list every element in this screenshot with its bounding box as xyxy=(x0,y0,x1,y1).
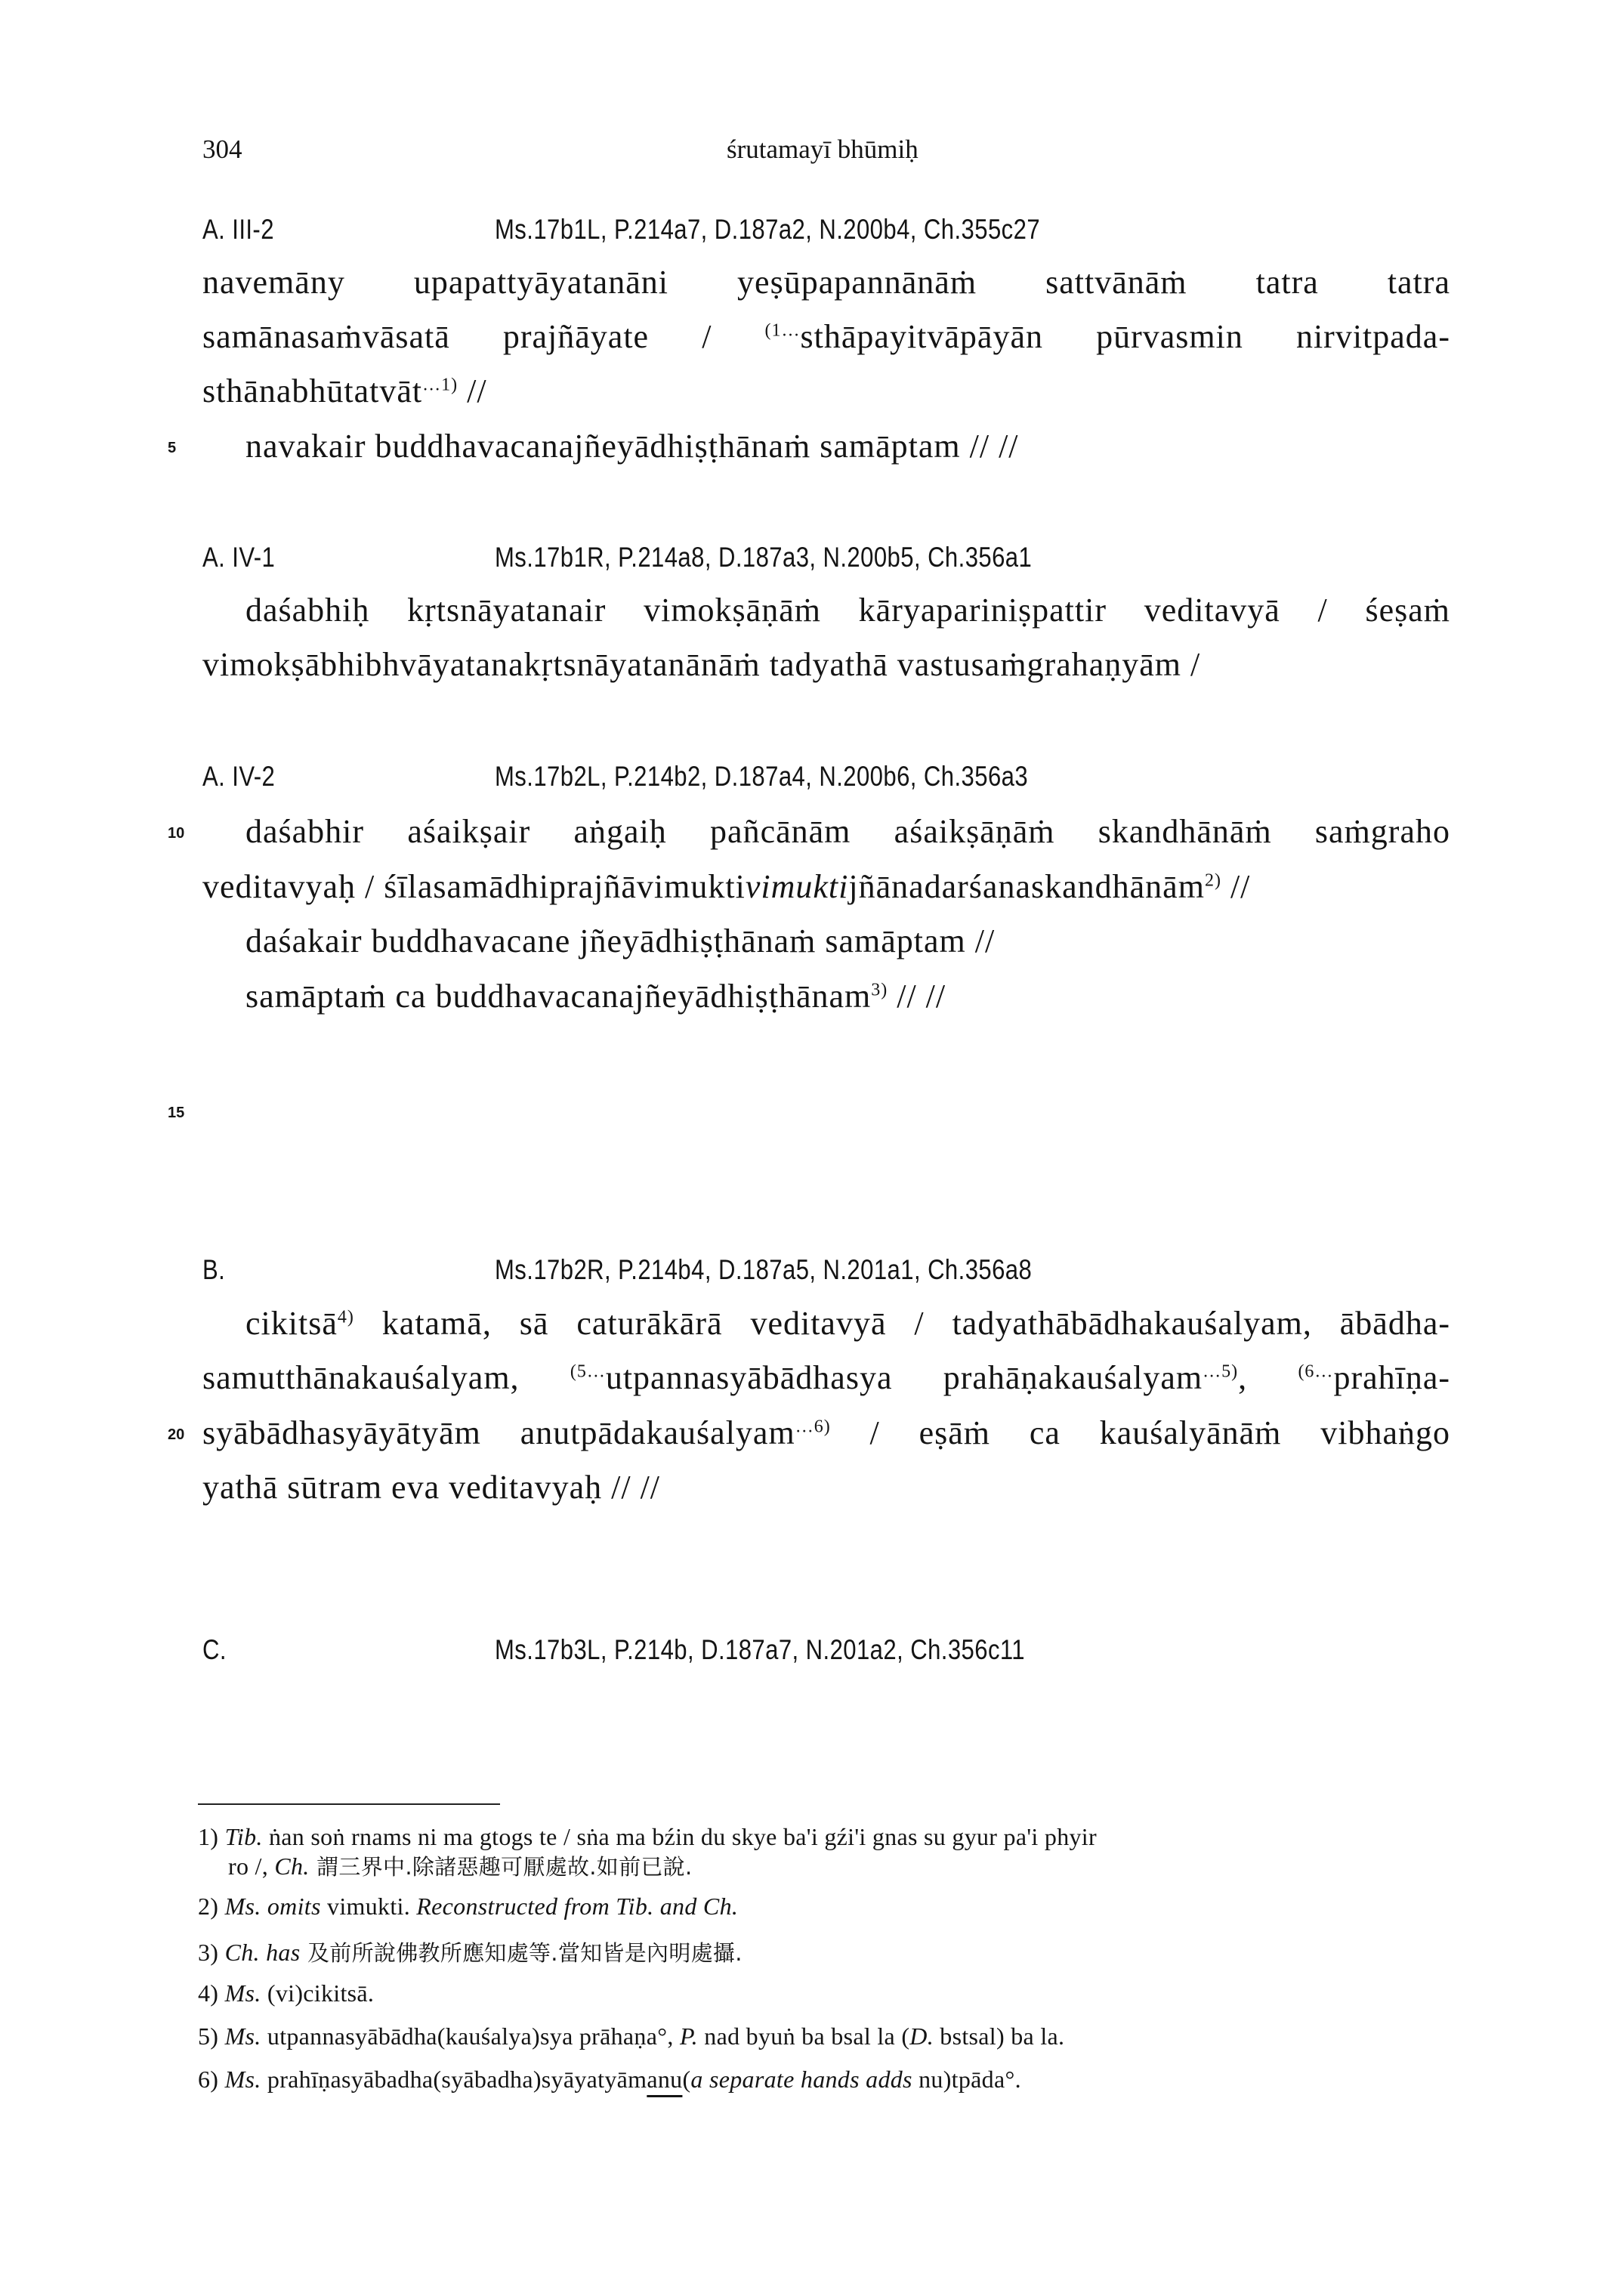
text-line xyxy=(202,1414,1450,1452)
footnote-text: vimukti. xyxy=(320,1893,417,1920)
running-title: śrutamayī bhūmiḥ xyxy=(727,134,919,164)
footnote-text: utpannasyābādha(kauśalya)sya prāhaṇa°, xyxy=(261,2023,680,2050)
section-label: A. IV-2 xyxy=(202,761,276,792)
footnote-marker: (1… xyxy=(764,320,801,341)
section-references: Ms.17b3L, P.214b, D.187a7, N.201a2, Ch.356c11 xyxy=(495,1634,1026,1665)
footnote-number: 5) xyxy=(198,2023,219,2050)
section-references: Ms.17b1L, P.214a7, D.187a2, N.200b4, Ch.355c27 xyxy=(495,214,1041,245)
footnote xyxy=(198,1936,743,1967)
text-span: samāptaṁ ca buddhavacanajñeyādhiṣṭhānam xyxy=(245,978,872,1015)
line-number: 20 xyxy=(168,1426,185,1443)
text-span: katamā, sā caturākārā veditavyā / tadyathābādhakauśalyam, ābādha- xyxy=(354,1305,1450,1342)
footnote-text: ṅan soṅ rnams ni ma gtogs te / sṅa ma bźin du skye ba'i gźi'i gnas su gyur pa'i phyir xyxy=(262,1823,1097,1850)
siglum: Ch. has xyxy=(224,1939,301,1966)
siglum: Tib. xyxy=(224,1823,263,1850)
footnote-marker: (6… xyxy=(1298,1361,1334,1382)
siglum: Ms. xyxy=(224,2023,261,2050)
section-label: B. xyxy=(202,1254,226,1285)
section-label: A. III-2 xyxy=(202,214,274,245)
footnote-text: bstsal) ba la. xyxy=(934,2023,1065,2050)
siglum: Ms. xyxy=(224,1979,261,2007)
line-number: 15 xyxy=(168,1105,185,1121)
section-label: A. IV-1 xyxy=(202,542,276,573)
text-span: samutthānakauśalyam, xyxy=(202,1359,570,1396)
text-span: jñānadarśanaskandhānām xyxy=(848,868,1205,905)
text-line: navakair buddhavacanajñeyādhiṣṭhānaṁ samāptam // // xyxy=(245,428,1019,465)
siglum: D. xyxy=(909,2023,934,2050)
footnote-separator xyxy=(198,1803,500,1805)
text-line: yathā sūtram eva veditavyaḥ // // xyxy=(202,1469,661,1506)
text-span: // // xyxy=(888,978,946,1015)
text-span: cikitsā xyxy=(245,1305,338,1342)
siglum: Ch. xyxy=(274,1853,310,1880)
footnote-number: 1) xyxy=(198,1823,219,1850)
footnote-number: 2) xyxy=(198,1893,219,1920)
text-line: navemāny upapattyāyatanāni yeṣūpapannānāṁ sattvānāṁ tatra tatra xyxy=(202,264,1450,301)
text-line xyxy=(202,1358,1450,1397)
footnote xyxy=(198,2066,1021,2094)
text-span: utpannasyābādhasya prahāṇakauśalyam xyxy=(605,1359,1203,1396)
text-span: sthāpayitvāpāyān pūrvasmin nirvitpada- xyxy=(800,318,1450,355)
text-span: sthānabhūtatvāt xyxy=(202,372,423,409)
footnote-marker: …1) xyxy=(422,375,458,395)
chinese-text: 及前所說佛教所應知處等.當知皆是內明處攝. xyxy=(300,1940,743,1966)
section-references: Ms.17b2R, P.214b4, D.187a5, N.201a1, Ch.356a8 xyxy=(495,1254,1033,1285)
footnote-text: nu)tpāda°. xyxy=(912,2066,1021,2093)
footnote-text: ( xyxy=(682,2066,691,2093)
siglum: P. xyxy=(679,2023,698,2050)
footnote xyxy=(198,1893,738,1921)
text-span: syābādhasyāyātyām anutpādakauśalyam xyxy=(202,1414,795,1451)
line-number: 10 xyxy=(168,825,185,842)
section-references: Ms.17b2L, P.214b2, D.187a4, N.200b6, Ch.356a3 xyxy=(495,761,1029,792)
footnote-marker: …6) xyxy=(795,1417,831,1437)
footnote-text: nad byuṅ ba bsal la ( xyxy=(697,2023,910,2050)
text-span: samānasaṁvāsatā prajñāyate / xyxy=(202,318,765,355)
text-line: daśakair buddhavacane jñeyādhiṣṭhānaṁ samāptam // xyxy=(245,922,996,959)
text-line xyxy=(202,867,1250,906)
footnote-marker: …5) xyxy=(1203,1361,1239,1382)
text-span: prahīṇa- xyxy=(1333,1359,1451,1396)
footnote-text: (vi)cikitsā. xyxy=(261,1979,375,2007)
text-line: vimokṣābhibhvāyatanakṛtsnāyatanānāṁ tadyathā vastusaṁgrahaṇyām / xyxy=(202,646,1201,683)
siglum: Ms. xyxy=(224,2066,261,2093)
italic-text: Reconstructed from Tib. and Ch. xyxy=(416,1893,739,1920)
text-line xyxy=(245,1304,1450,1343)
footnote-marker: (5… xyxy=(570,1361,606,1382)
siglum: Ms. omits xyxy=(224,1893,321,1920)
section-references: Ms.17b1R, P.214a8, D.187a3, N.200b5, Ch.356a1 xyxy=(495,542,1033,573)
text-line: daśabhiḥ kṛtsnāyatanair vimokṣāṇāṁ kāryapariniṣpattir veditavyā / śeṣaṁ xyxy=(245,592,1450,629)
chinese-text: 謂三界中.除諸惡趣可厭處故.如前已說. xyxy=(309,1854,693,1880)
footnote xyxy=(198,1823,1097,1851)
text-span: / eṣāṁ ca kauśalyānāṁ vibhaṅgo xyxy=(830,1414,1450,1451)
footnote-text: prahīṇasyābadha(syābadha)syāyatyām xyxy=(261,2066,647,2093)
footnote-number: 4) xyxy=(198,1979,219,2007)
footnote-number: 3) xyxy=(198,1939,219,1966)
italic-text: vimukti xyxy=(745,868,849,905)
footnote xyxy=(198,2023,1064,2050)
footnote-marker: 4) xyxy=(337,1307,354,1327)
footnote-text: ro /, xyxy=(228,1853,275,1880)
text-span: // xyxy=(1221,868,1251,905)
footnote-continuation xyxy=(228,1850,692,1881)
footnote-marker: 2) xyxy=(1204,870,1221,891)
text-span: // xyxy=(458,372,487,409)
section-label: C. xyxy=(202,1634,227,1665)
text-line: daśabhir aśaikṣair aṅgaiḥ pañcānām aśaikṣāṇāṁ skandhānāṁ saṁgraho xyxy=(245,813,1450,850)
footnote-number: 6) xyxy=(198,2066,219,2093)
text-line xyxy=(245,977,946,1015)
footnote xyxy=(198,1979,374,2007)
text-span: veditavyaḥ / śīlasamādhiprajñāvimukti xyxy=(202,868,746,905)
text-line xyxy=(202,372,487,410)
footnote-marker: 3) xyxy=(871,980,888,1000)
page-number: 304 xyxy=(202,134,242,164)
line-number: 5 xyxy=(168,440,177,456)
text-span: , xyxy=(1238,1359,1298,1396)
underlined-text: anu xyxy=(647,2066,683,2093)
text-line xyxy=(202,317,1450,356)
italic-text: a separate hands adds xyxy=(690,2066,912,2093)
